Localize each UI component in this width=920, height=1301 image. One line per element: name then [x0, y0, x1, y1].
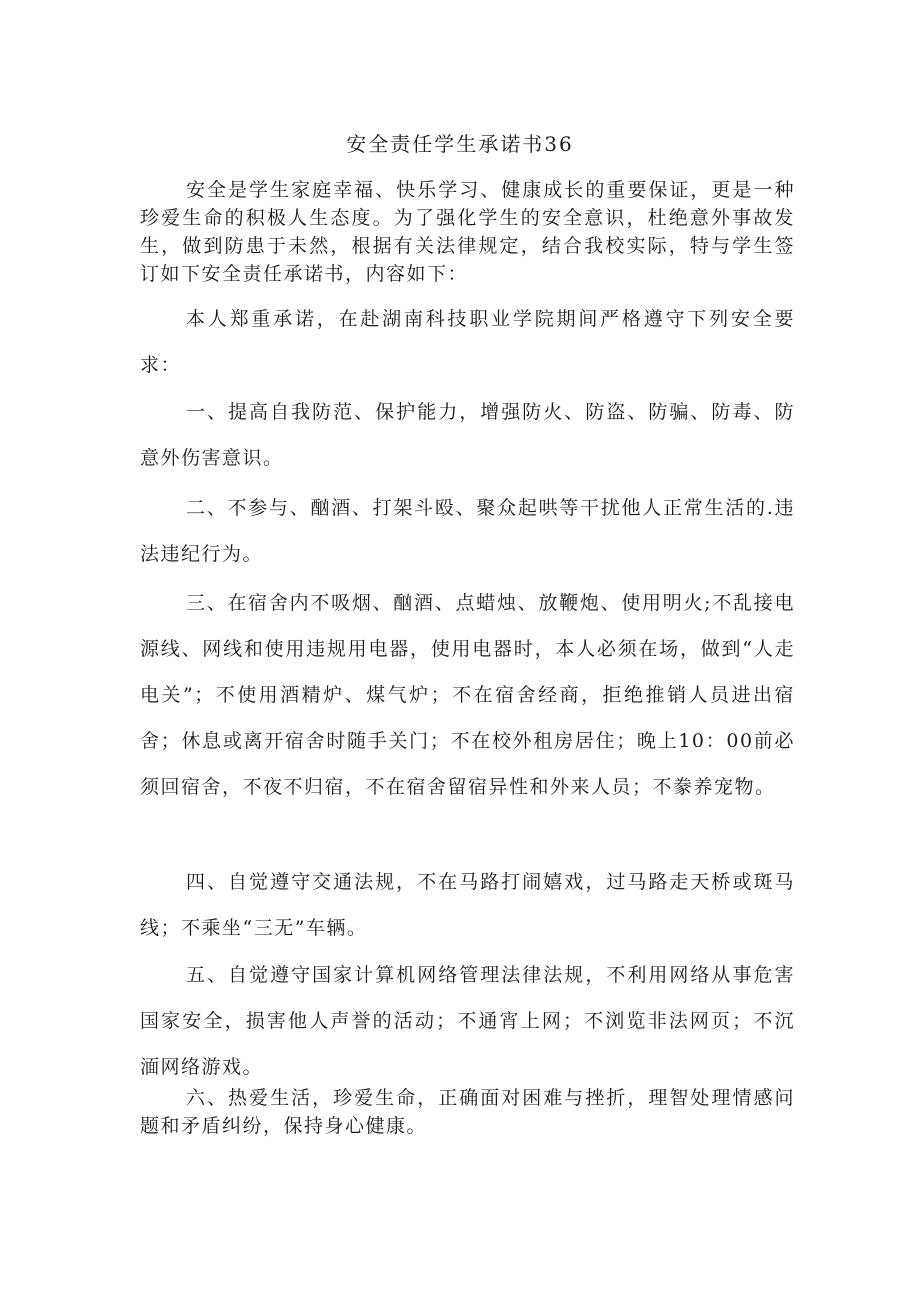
paragraph-item-3: 三、在宿舍内不吸烟、酗酒、点蜡烛、放鞭炮、使用明火;不乱接电源线、网线和使用违规用电器，使用电器时，本人必须在场，做到“人走电关”；不使用酒精炉、煤气炉；不在宿舍经商，拒绝推销人员进出宿舍；休息或离开宿舍时随手关门；不在校外租房居住；晚上10：00前必须回宿舍，不夜不归宿，不在宿舍留宿异性和外来人员；不豢养宠物。 [140, 592, 795, 798]
paragraph-item-1: 一、提高自我防范、保护能力，增强防火、防盗、防骗、防毒、防意外伤害意识。 [140, 401, 795, 469]
paragraph-intro: 安全是学生家庭幸福、快乐学习、健康成长的重要保证，更是一种珍爱生命的积极人生态度。为了强化学生的安全意识，杜绝意外事故发生，做到防患于未然，根据有关法律规定，结合我校实际，特与学生签订如下安全责任承诺书，内容如下： [140, 179, 795, 285]
paragraph-item-4: 四、自觉遵守交通法规，不在马路打闹嬉戏，过马路走天桥或斑马线；不乘坐“三无”车辆。 [140, 871, 795, 939]
paragraph-pledge: 本人郑重承诺，在赴湖南科技职业学院期间严格遵守下列安全要求： [140, 308, 795, 376]
paragraph-item-5: 五、自觉遵守国家计算机网络管理法律法规，不利用网络从事危害国家安全，损害他人声誉的活动；不通宵上网；不浏览非法网页；不沉湎网络游戏。 [140, 964, 795, 1078]
paragraph-item-2: 二、不参与、酗酒、打架斗殴、聚众起哄等干扰他人正常生活的.违法违纪行为。 [140, 497, 795, 565]
document-title: 安全责任学生承诺书36 [346, 132, 574, 156]
paragraph-item-6: 六、热爱生活，珍爱生命，正确面对困难与挫折，理智处理情感问题和矛盾纠纷，保持身心健康。 [140, 1087, 795, 1137]
